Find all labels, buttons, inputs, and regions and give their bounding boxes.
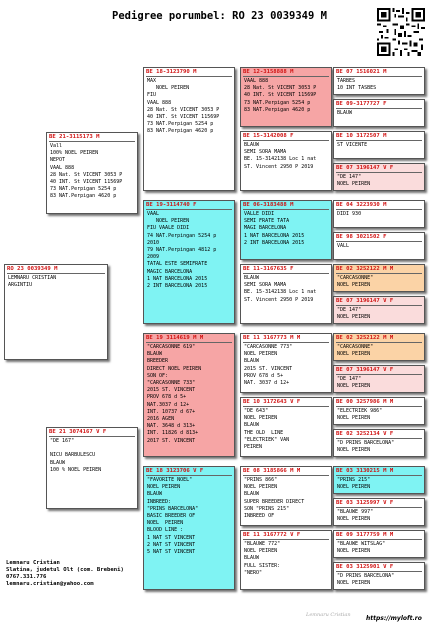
pigeon-details: "CARCASONNE 773" NOEL PEIREN BLAUW 2015 ST. VINCENT PROV 678 d 5+ NAT. 3037 d 12+ bbox=[244, 344, 293, 387]
ring-number: BE 07 3196147 V F bbox=[336, 298, 394, 304]
pigeon-details: ST VICENTE bbox=[337, 142, 368, 148]
grandparent-card[interactable] bbox=[143, 200, 235, 324]
ring-number: BE 18-3123790 M bbox=[146, 69, 197, 75]
pigeon-details: TARBES 10 INT TASBES bbox=[337, 78, 377, 92]
ring-number: BE 98 3021502 F bbox=[336, 234, 387, 240]
pigeon-details: "DE 147" NOEL PEIREN bbox=[337, 376, 371, 390]
pigeon-details: "DE 147" NOEL PEIREN bbox=[337, 174, 371, 188]
great-grandparent-card[interactable] bbox=[240, 530, 332, 590]
pigeon-details: "DE 167" NICU BARBULESCU BLAUW 100 % NOEL PEIREN bbox=[50, 438, 102, 473]
ancestor-card[interactable] bbox=[333, 296, 425, 324]
pigeon-details: "FAVORITE NOEL" NOEL PEIREN BLAUW INBREED: "PRINS BARCELONA" BASIC BREEDER OF NOEL PEIREN BLOOD LINE : 1 NAT ST VINCENT 2 NAT ST VINCENT 5 NAT ST VINCENT bbox=[147, 477, 199, 556]
pigeon-details: "DE 147" NOEL PEIREN bbox=[337, 307, 371, 321]
ring-number: BE 11 3167773 M M bbox=[243, 335, 301, 341]
ring-number: BE 02 3252122 M M bbox=[336, 335, 394, 341]
pigeon-details: "CARCASONNE 619" BLAUW BREEDER DIRECT NOEL PEIREN SON OF: "CARCASONNE 733" 2015 ST. VINCENT PROV 678 d 5+ NAT.3037 d 12+ INT. 10737 d 67+ 2016 AGEN NAT. 3648 d 313+ INT. 11826 d 813+ 2017 ST. VINCENT bbox=[147, 344, 202, 444]
ring-number: BE 09 3177759 M M bbox=[336, 532, 394, 538]
ring-number: BE 03 3125997 V F bbox=[336, 500, 394, 506]
ring-number: BE 07 3196147 V F bbox=[336, 165, 394, 171]
ring-number: BE 07 1516021 M bbox=[336, 69, 387, 75]
ring-number: BE 21-3115173 M bbox=[49, 134, 100, 140]
pigeon-details: Vall 100% NOEL PEIREN NEPOT VAAL 888 28 Nat. St VICENT 3053 P 40 INT. St VICENT 11569P 73 NAT.Perpigan 5254 p 83 NAT.Perpigan 4620 p bbox=[50, 143, 123, 200]
great-grandparent-card[interactable] bbox=[240, 333, 332, 393]
sire-card[interactable] bbox=[46, 132, 138, 214]
ancestor-card[interactable] bbox=[333, 67, 425, 95]
ancestor-card[interactable] bbox=[333, 200, 425, 228]
ring-number: BE 04 3223930 M bbox=[336, 202, 387, 208]
great-grandparent-card[interactable] bbox=[240, 131, 332, 191]
great-grandparent-card[interactable] bbox=[240, 264, 332, 324]
grandparent-card[interactable] bbox=[143, 333, 235, 457]
ring-number: BE 19 3114619 M M bbox=[146, 335, 204, 341]
signature: Lemnaru Cristian bbox=[306, 612, 351, 618]
ring-number: BE 06-3183488 M bbox=[243, 202, 294, 208]
owner-phone[interactable]: 0767.331.776 bbox=[6, 574, 47, 580]
pigeon-details: MAX NOEL PEIREN FIU VAAL 888 28 Nat. St VICENT 3053 P 40 INT. St VICENT 11569P 73 NAT.Perpigan 5254 p 83 NAT.Perpigan 4620 p bbox=[147, 78, 220, 135]
ring-number: BE 12-3158888 M bbox=[243, 69, 294, 75]
pigeon-details: VAAL 888 28 Nat. St VICENT 3053 P 40 INT. St VICENT 11569P 73 NAT.Perpigan 5254 p 83 NAT.Perpigan 4620 p bbox=[244, 78, 317, 113]
great-grandparent-card[interactable] bbox=[240, 67, 332, 127]
owner-name: Lemnaru Cristian bbox=[6, 560, 60, 566]
great-grandparent-card[interactable] bbox=[240, 397, 332, 457]
pigeon-details: VALLE DIDI SEMI FRATE TATA MAGI BARCELONA 1 NAT BARCELONA 2015 2 INT BARCELONA 2015 bbox=[244, 211, 305, 246]
ancestor-card[interactable] bbox=[333, 131, 425, 159]
pigeon-details: BLAUW bbox=[337, 110, 353, 116]
ancestor-card[interactable] bbox=[333, 333, 425, 361]
ring-number: BE 02 3252134 V F bbox=[336, 431, 394, 437]
ring-number: BE 02 3252122 M M bbox=[336, 266, 394, 272]
pigeon-details: DIDI 930 bbox=[337, 211, 362, 217]
ring-number: BE 11 3167772 V F bbox=[243, 532, 301, 538]
ancestor-card[interactable] bbox=[333, 264, 425, 292]
ancestor-card[interactable] bbox=[333, 562, 425, 590]
ring-number: BE 18 3123706 V F bbox=[146, 468, 204, 474]
qr-code bbox=[377, 8, 425, 56]
ancestor-card[interactable] bbox=[333, 232, 425, 260]
ring-number: RO 23 0039349 M bbox=[7, 266, 58, 272]
ring-number: BE 10 3172643 V F bbox=[243, 399, 301, 405]
pigeon-details: "PRINS 215" NOEL PEIREN bbox=[337, 477, 371, 491]
pigeon-details: "BLAUWE WITSLAG" NOEL PEIREN bbox=[337, 541, 386, 555]
pigeon-details: "BLAUWE 997" NOEL PEIREN bbox=[337, 509, 374, 523]
grandparent-card[interactable] bbox=[143, 67, 235, 191]
ancestor-card[interactable] bbox=[333, 429, 425, 457]
pigeon-details: "D PRINS BARCELONA" NOEL PEIREN bbox=[337, 440, 395, 454]
grandparent-card[interactable] bbox=[143, 466, 235, 590]
ring-number: BE 03 3125901 V F bbox=[336, 564, 394, 570]
ancestor-card[interactable] bbox=[333, 99, 425, 127]
ancestor-card[interactable] bbox=[333, 365, 425, 393]
ring-number: BE 10 3172507 M bbox=[336, 133, 387, 139]
great-grandparent-card[interactable] bbox=[240, 200, 332, 260]
ring-number: BE 07 3196147 V F bbox=[336, 367, 394, 373]
subject-pigeon-card[interactable] bbox=[4, 264, 108, 360]
page-title: Pedigree porumbel: RO 23 0039349 M bbox=[112, 10, 327, 22]
owner-location: Slatina, judetul Olt (com. Brebeni) bbox=[6, 567, 124, 573]
owner-email[interactable]: lemnaru.cristian@yahoo.com bbox=[6, 581, 94, 587]
ancestor-card[interactable] bbox=[333, 530, 425, 558]
pigeon-details: "ELECTRIEK 986" NOEL PEIREN bbox=[337, 408, 383, 422]
pigeon-details: VAAL NOEL PEIREN FIU VAALE DIDI 74 NAT.Perpingan 5254 p 2010 79 NAT.Perpingan 4812 p 2009 TATAL ESTE SEMIFRATE MAGIC BARCELONA 1 NAT BARCELONA 2015 2 INT BARCELONA 2015 bbox=[147, 211, 217, 290]
pigeon-details: "PRINS 866" NOEL PEIREN BLAUW SUPER BREEDER DIRECT SON "PRINS 215" INBREED OF bbox=[244, 477, 305, 520]
pigeon-details: "DE 643" NOEL PEIREN BLAUW THE OLD LINE "ELECTRIEK" VAN PEIREN bbox=[244, 408, 290, 451]
site-link[interactable]: https://myloft.ro bbox=[366, 615, 422, 622]
pigeon-details: "CARCASONNE" NOEL PEIREN bbox=[337, 275, 374, 289]
ring-number: BE 21 3074167 V F bbox=[49, 429, 107, 435]
pigeon-details: "CARCASONNE" NOEL PEIREN bbox=[337, 344, 374, 358]
ancestor-card[interactable] bbox=[333, 163, 425, 191]
ring-number: BE 15-3142008 F bbox=[243, 133, 294, 139]
ring-number: BE 03 3130215 M M bbox=[336, 468, 394, 474]
pigeon-details: VALL bbox=[337, 243, 350, 249]
pigeon-details: LEMNARU CRISTIAN ARGINTIU bbox=[8, 275, 57, 289]
ancestor-card[interactable] bbox=[333, 498, 425, 526]
pigeon-details: BLAUW SEMI SORA MAMA BE. 15-3142138 Loc 1 nat ST. Vincent 2950 P 2019 bbox=[244, 142, 317, 170]
pigeon-details: "BLAUWE 772" NOEL PEIREN BLAUW FULL SISTER: "NERO" bbox=[244, 541, 281, 576]
ancestor-card[interactable] bbox=[333, 397, 425, 425]
ancestor-card[interactable] bbox=[333, 466, 425, 494]
pigeon-details: BLAUW SEMI SORA MAMA BE. 15-3142138 Loc 1 nat ST. Vincent 2950 P 2019 bbox=[244, 275, 317, 303]
great-grandparent-card[interactable] bbox=[240, 466, 332, 526]
ring-number: BE 00 3257986 M M bbox=[336, 399, 394, 405]
owner-contact bbox=[6, 560, 124, 588]
ring-number: BE 08 3185866 M M bbox=[243, 468, 301, 474]
ring-number: BE 09-3177727 F bbox=[336, 101, 387, 107]
ring-number: BE 19-3114740 F bbox=[146, 202, 197, 208]
dam-card[interactable] bbox=[46, 427, 138, 509]
ring-number: BE 11-3167635 F bbox=[243, 266, 294, 272]
pigeon-details: "D PRINS BARCELONA" NOEL PEIREN bbox=[337, 573, 395, 587]
